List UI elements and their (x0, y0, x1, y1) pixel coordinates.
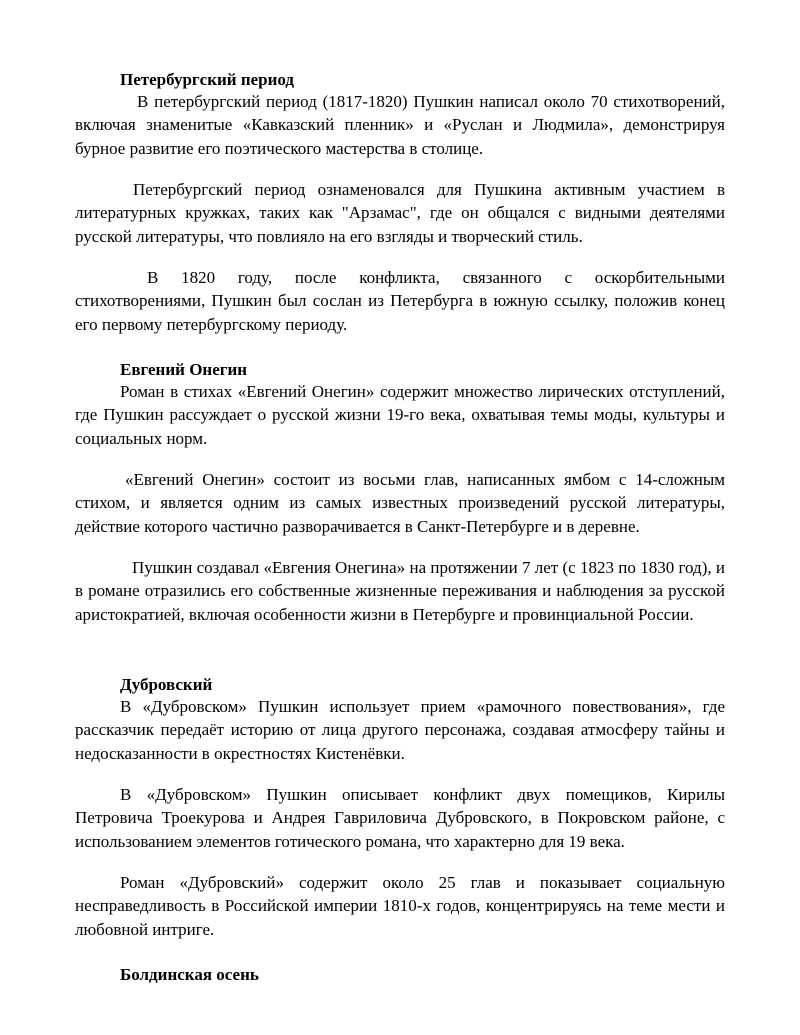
section-heading-petersburg: Петербургский период (120, 70, 295, 89)
paragraph: Роман в стихах «Евгений Онегин» содержит множество лирических отступлений, где Пушкин рассуждает о русской жизни 19-го века, охватывая темы моды, культуры и социальных норм. (75, 382, 725, 448)
paragraph: В «Дубровском» Пушкин описывает конфликт двух помещиков, Кирилы Петровича Троекурова и Андрея Гавриловича Дубровского, в Покровском районе, с использованием элементов готического романа, что характерно для 19 века. (75, 785, 725, 851)
paragraph: Петербургский период ознаменовался для Пушкина активным участием в литературных кружках, таких как "Арзамас", где он общался с видными деятелями русской литературы, что повлияло на его взгляды и творческий стиль. (75, 180, 725, 246)
paragraph: Роман «Дубровский» содержит около 25 глав и показывает социальную несправедливость в Российской империи 1810-х годов, концентрируясь на теме мести и любовной интриге. (75, 873, 725, 939)
paragraph: В петербургский период (1817-1820) Пушкин написал около 70 стихотворений, включая знаменитые «Кавказский пленник» и «Руслан и Людмила», демонстрируя бурное развитие его поэтического мастерства в столице. (75, 92, 725, 158)
section-heading-dubrovsky: Дубровский (120, 675, 213, 694)
paragraph: В «Дубровском» Пушкин использует прием «рамочного повествования», где рассказчик передаёт историю от лица другого персонажа, создавая атмосферу тайны и недосказанности в окрестностях Кистенёвки. (75, 697, 725, 763)
section-heading-boldino: Болдинская осень (120, 965, 259, 984)
paragraph: В 1820 году, после конфликта, связанного с оскорбительными стихотворениями, Пушкин был сослан из Петербурга в южную ссылку, положив конец его первому петербургскому периоду. (75, 268, 725, 334)
paragraph: Пушкин создавал «Евгения Онегина» на протяжении 7 лет (с 1823 по 1830 год), и в романе отразились его собственные жизненные переживания и наблюдения за русской аристократией, включая особенности жизни в Петербурге и провинциальной России. (75, 558, 725, 624)
section-heading-onegin: Евгений Онегин (120, 360, 248, 379)
paragraph: «Евгений Онегин» состоит из восьми глав, написанных ямбом с 14-сложным стихом, и является одним из самых известных произведений русской литературы, действие которого частично разворачивается в Санкт-Петербурге и в деревне. (75, 470, 725, 536)
